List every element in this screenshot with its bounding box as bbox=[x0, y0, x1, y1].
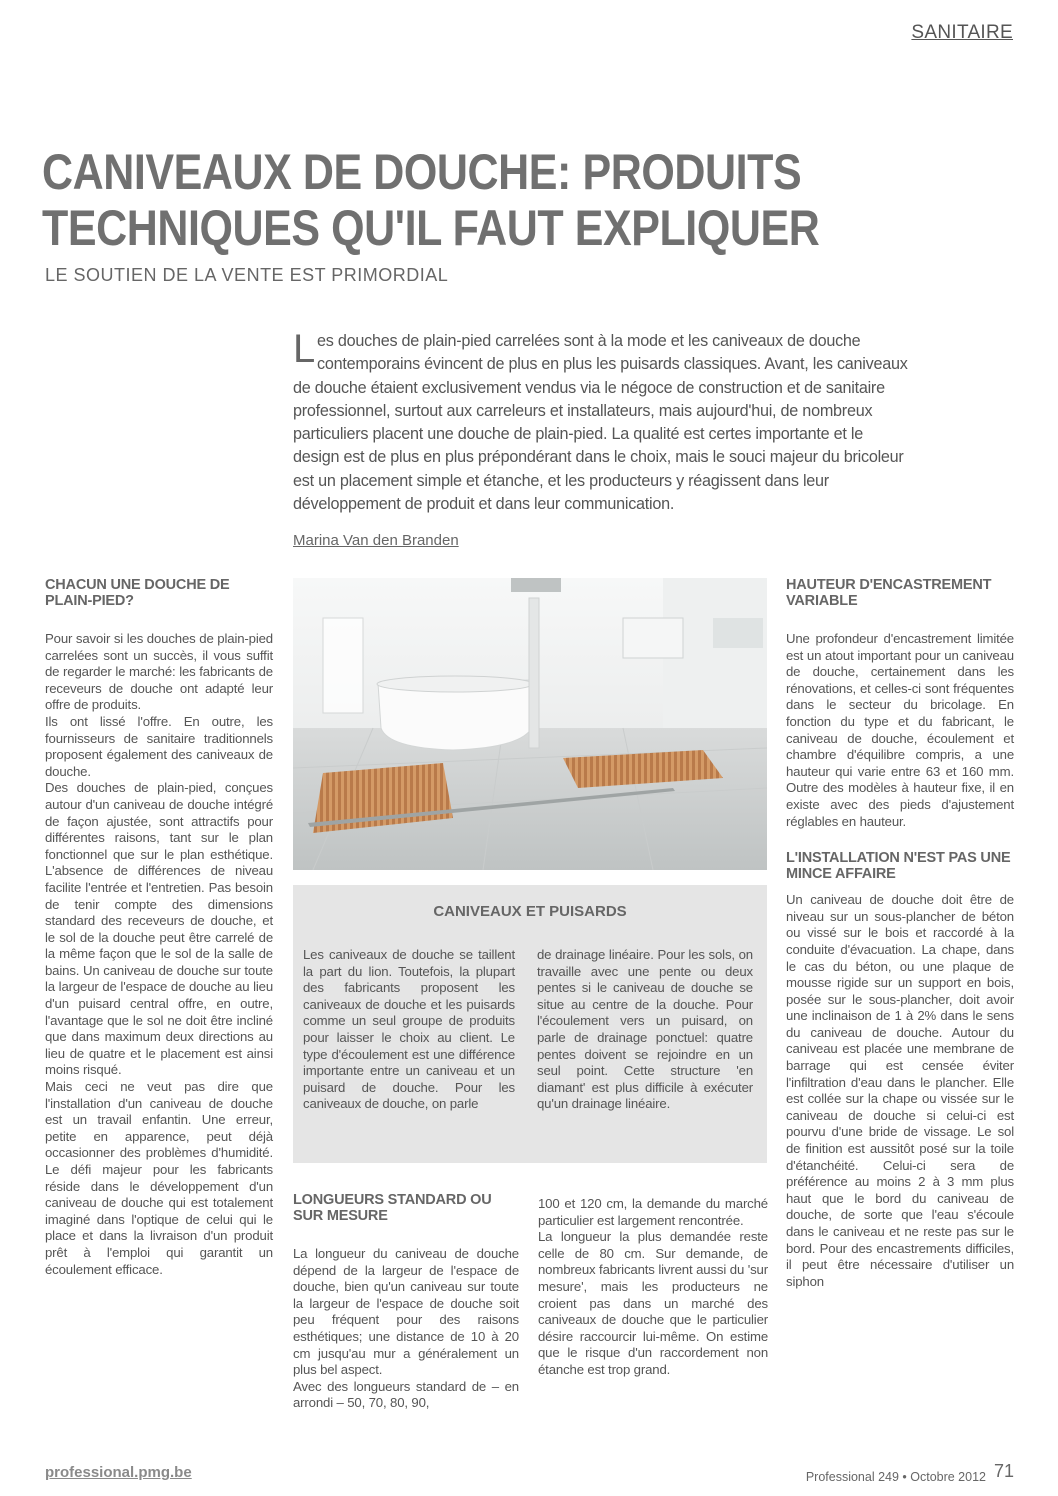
left-column-heading: CHACUN UNE DOUCHE DE PLAIN-PIED? bbox=[45, 577, 230, 609]
lower-paragraph: La longueur la plus demandée reste celle de 80 cm. Sur demande, de nombreux fabricants livrent aussi du 'sur mesure', mais les producteurs ne croient pas dans un marché des caniveaux de douche que le particulier désire raccourcir lui-même. On estime que le risque d'un raccordement non étanche est trop grand. bbox=[538, 1229, 768, 1377]
left-paragraph: Mais ceci ne veut pas dire que l'installation d'un caniveau de douche est un travail enfantin. Une erreur, petite en apparence, peut déjà occasionner des problèmes d'humidité. Le défi majeur pour les fabricants réside dans le développement d'un caniveau de douche qui est totalement imaginé dans l'optique de celui qui le place et dans la livraison d'un produit prêt à l'emploi qui garantit un écoulement efficace. bbox=[45, 1079, 273, 1277]
subtitle: LE SOUTIEN DE LA VENTE EST PRIMORDIAL bbox=[45, 265, 449, 285]
lower-paragraph: 100 et 120 cm, la demande du marché particulier est largement rencontrée. bbox=[538, 1196, 768, 1228]
page-title bbox=[42, 144, 868, 256]
info-box-text: de drainage linéaire. Pour les sols, on travaille avec une pente ou deux pentes si le caniveau de douche se situe au centre de la douche. Pour l'écoulement vers un puisard, on parle de drainage ponctuel: quatre pentes doivent se rejoindre en un seul point. Cette structure 'en diamant' est plus difficile à exécuter qu'un drainage linéaire. bbox=[537, 947, 753, 1112]
right-heading-1: HAUTEUR D'ENCASTREMENT VARIABLE bbox=[786, 577, 992, 609]
title-line-1: CANIVEAUX DE DOUCHE: PRODUITS bbox=[42, 144, 802, 200]
info-box-column-2 bbox=[537, 947, 753, 1113]
right-paragraph-2: Un caniveau de douche doit être de niveau sur un sous-plancher de béton ou vissé sur le bois et raccordé à la conduite d'évacuation. La chape, dans le cas du béton, ou une plaque de mousse rigide sur un support en bois, posée sur le sous-plancher, doit avoir une inclinaison de 1 à 2% dans le sens du caniveau de douche. Autour du caniveau est placée une membrane de barrage qui est censée éviter l'infiltration d'eau dans le plancher. Elle est collée sur la chape ou vissée sur le caniveau de douche si celui-ci est pourvu d'une bride de vissage. Le sol de finition est aussitôt posé sur la toile d'étanchéité. Celui-ci sera de préférence au moins 2 à 3 mm plus haut que le bord du caniveau de douche, de sorte que l'eau s'écoule dans le caniveau et ne reste pas sur le bord. Pour des encastrements difficiles, il peut être nécessaire d'utiliser un siphon bbox=[786, 892, 1014, 1289]
right-paragraph-1: Une profondeur d'encastrement limitée est un atout important pour un caniveau de douche, certainement dans les rénovations, et celles-ci sont fréquentes dans le secteur du bricolage. En fonction du type et du fabricant, le caniveau de douche, écoulement et chambre d'équilibre compris, a une hauteur qui varie entre 63 et 160 mm. Outre des modèles à hauteur fixe, il en existe avec des pieds d'ajustement réglables en hauteur. bbox=[786, 631, 1014, 829]
footer-url[interactable]: professional.pmg.be bbox=[45, 1464, 192, 1481]
drop-cap: L bbox=[293, 327, 315, 371]
left-paragraph: Ils ont lissé l'offre. En outre, les fournisseurs de sanitaire traditionnels proposent également des caniveaux de douche. bbox=[45, 713, 273, 779]
left-paragraph: Des douches de plain-pied, conçues autour d'un caniveau de douche intégré de façon ajustée, sont attractifs pour différentes raisons, tant sur le plan fonctionnel que sur le plan esthétique. L'absence de différences de niveau facilite l'entrée et l'entretien. Pas besoin de tenir compte des dimensions standard des receveurs de douche, et le sol de la douche peut être carrelé de la même façon que le sol de la salle de bains. Un caniveau de douche sur toute la largeur de l'espace de douche au lieu d'un puisard central offre, en outre, l'avantage que le sol ne doit être incliné que dans maximum deux directions au lieu de quatre et le placement est ainsi moins risqué. bbox=[45, 780, 273, 1078]
lower-section-heading: LONGUEURS STANDARD OU SUR MESURE bbox=[293, 1192, 492, 1224]
page-number: 71 bbox=[993, 1461, 1014, 1481]
info-box-column-1 bbox=[303, 947, 515, 1113]
lower-paragraph: Avec des longueurs standard de – en arrondi – 50, 70, 80, 90, bbox=[293, 1378, 519, 1411]
right-column bbox=[786, 577, 1014, 1290]
bathroom-photo bbox=[293, 578, 767, 870]
info-box-text: Les caniveaux de douche se taillent la part du lion. Toutefois, la plupart des fabricants proposent les caniveaux de douche et les puisards comme un seul groupe de produits pour laisser le choix au client. Le type d'écoulement est une différence importante entre un caniveau et un puisard de douche. Pour les caniveaux de douche, on parle bbox=[303, 947, 515, 1112]
info-box-title: CANIVEAUX ET PUISARDS bbox=[433, 903, 627, 920]
lower-column-1 bbox=[293, 1192, 519, 1412]
lower-column-2 bbox=[538, 1196, 768, 1379]
section-tag: SANITAIRE bbox=[911, 22, 1013, 43]
left-column bbox=[45, 577, 273, 1278]
issue-text: Professional 249 • Octobre 2012 bbox=[805, 1470, 986, 1484]
intro-text: es douches de plain-pied carrelées sont à la mode et les caniveaux de douche contemporains évincent de plus en plus les puisards classiques. Avant, les caniveaux de douche étaient exclusivement vendus via le négoce de construction et de sanitaire professionnel, surtout aux carreleurs et installateurs, mais aujourd'hui, de nombreux particuliers placent une douche de plain-pied. La qualité est certes importante et le design est de plus en plus prépondérant dans le choix, mais le souci majeur du bricoleur est un placement simple et étanche, et les producteurs y réagissent dans leur développement de produit et dans leur communication. bbox=[293, 332, 908, 514]
author-byline: Marina Van den Branden bbox=[293, 532, 459, 549]
left-paragraph: Pour savoir si les douches de plain-pied carrelées sont un succès, il vous suffit de regarder le marché: les fabricants de receveurs de douche ont adapté leur offre de produits. bbox=[45, 631, 273, 713]
title-line-2: TECHNIQUES QU'IL FAUT EXPLIQUER bbox=[42, 200, 820, 256]
intro-paragraph bbox=[293, 327, 913, 516]
right-heading-2: L'INSTALLATION N'EST PAS UNE MINCE AFFAIRE bbox=[786, 850, 1011, 883]
footer-issue bbox=[806, 1466, 986, 1485]
lower-paragraph: La longueur du caniveau de douche dépend de la largeur de l'espace de douche, bien qu'un caniveau sur toute la largeur de l'espace de douche soit peu fréquent pour des raisons esthétiques; une distance de 10 à 20 cm jusqu'au mur a généralement un plus bel aspect. bbox=[293, 1246, 519, 1378]
info-box bbox=[293, 885, 767, 1163]
bathroom-illustration bbox=[293, 578, 767, 870]
